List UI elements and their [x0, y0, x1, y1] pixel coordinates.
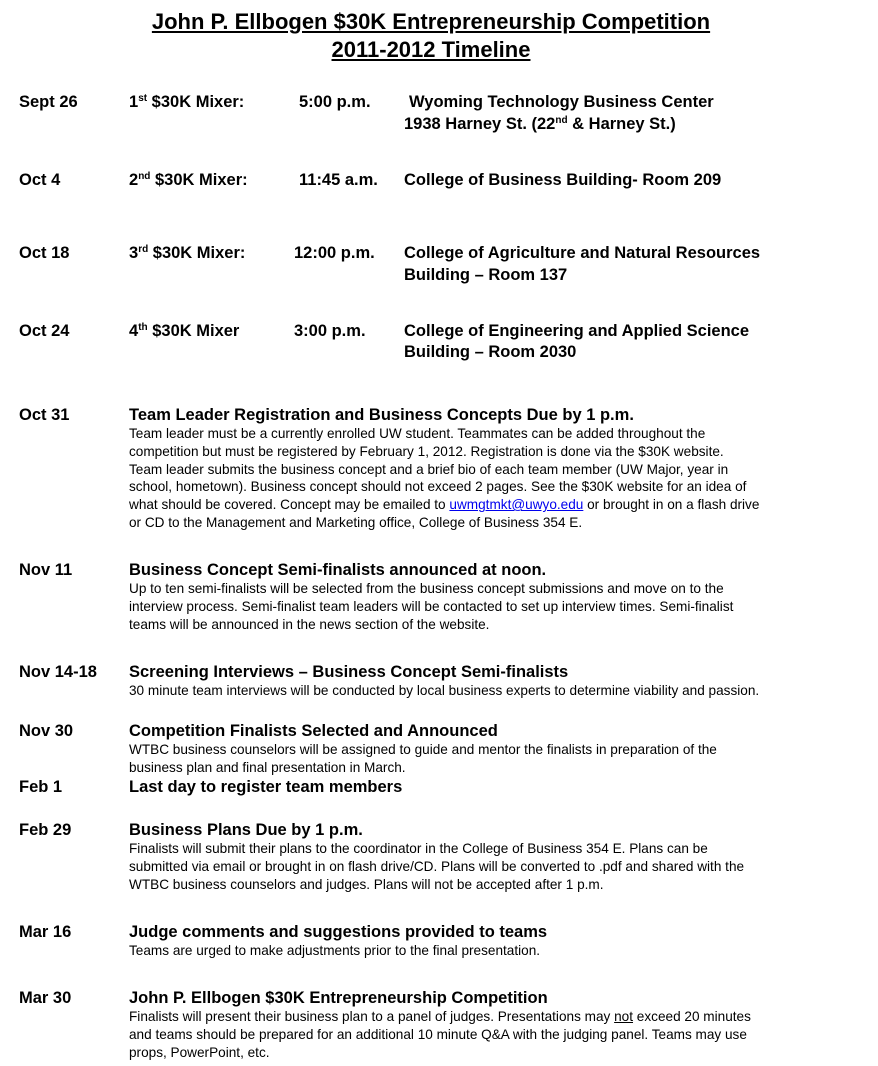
event-mar16-description: Teams are urged to make adjustments prior to the final presentation.	[129, 943, 541, 958]
event-nov14-heading: Screening Interviews – Business Concept Semi-finalists	[129, 663, 569, 681]
event-feb29-date: Feb 29	[19, 821, 72, 839]
mixer-3-date: Oct 18	[19, 244, 70, 262]
mixer-2-label: 2nd $30K Mixer:	[129, 171, 248, 189]
event-mar16-date: Mar 16	[19, 923, 72, 941]
document-subtitle: 2011-2012 Timeline	[331, 37, 531, 62]
mixer-1-label: 1st $30K Mixer:	[129, 93, 245, 111]
event-nov14-date: Nov 14-18	[19, 663, 97, 681]
mixer-4-location-room: Building – Room 2030	[404, 343, 577, 361]
document-title: John P. Ellbogen $30K Entrepreneurship Competition	[151, 9, 711, 34]
event-nov11-heading: Business Concept Semi-finalists announced at noon.	[129, 561, 547, 579]
mixer-2-date: Oct 4	[19, 171, 61, 189]
mixer-2-location: College of Business Building- Room 209	[404, 171, 722, 189]
mixer-3-label: 3rd $30K Mixer:	[129, 244, 246, 262]
event-oct31-heading: Team Leader Registration and Business Concepts Due by 1 p.m.	[129, 406, 634, 424]
mixer-1-time: 5:00 p.m.	[299, 93, 371, 111]
event-nov11-description: Up to ten semi-finalists will be selected from the business concept submissions and move on to the interview process. Semi-finalist team leaders will be contacted to set up interview times. Semi-finalist teams will be announced in the news section of the website.	[129, 581, 734, 632]
email-link[interactable]: uwmgtmkt@uwyo.edu	[449, 497, 584, 513]
event-mar16-heading: Judge comments and suggestions provided to teams	[129, 923, 548, 941]
event-nov30-description: WTBC business counselors will be assigned to guide and mentor the finalists in preparation of the business plan and final presentation in March.	[129, 742, 717, 775]
mixer-4-label: 4th $30K Mixer	[129, 322, 240, 340]
mixer-3-time: 12:00 p.m.	[294, 244, 375, 262]
event-nov14-description: 30 minute team interviews will be conducted by local business experts to determine viability and passion.	[129, 683, 760, 698]
event-mar30-description: Finalists will present their business plan to a panel of judges. Presentations may not exceed 20 minutes and teams should be prepared for an additional 10 minute Q&A with the judging panel. Teams may use props, PowerPoint, etc.	[129, 1009, 751, 1060]
mixer-4-location: College of Engineering and Applied Science	[404, 322, 750, 340]
event-feb29-heading: Business Plans Due by 1 p.m.	[129, 821, 363, 839]
event-oct31-description: Team leader must be a currently enrolled UW student. Teammates can be added throughout the competition but must be registered by February 1, 2012. Registration is done via the $30K website. Team leader submits the business concept and a brief bio of each team member (UW Major, year in school, hometown). Business concept should not exceed 2 pages. See the $30K website for an idea of what should be covered. Concept may be emailed to uwmgtmkt@uwyo.edu or brought in on a flash drive or CD to the Management and Marketing office, College of Business 354 E.	[129, 426, 760, 530]
event-nov30-date: Nov 30	[19, 722, 74, 740]
mixer-3-location-room: Building – Room 137	[404, 266, 568, 284]
event-nov30-heading: Competition Finalists Selected and Announced	[129, 722, 498, 740]
mixer-1-address: 1938 Harney St. (22nd & Harney St.)	[404, 115, 676, 133]
event-feb1-heading: Last day to register team members	[129, 778, 403, 796]
event-nov11-date: Nov 11	[19, 561, 73, 579]
mixer-4-date: Oct 24	[19, 322, 70, 340]
event-feb29-description: Finalists will submit their plans to the coordinator in the College of Business 354 E. Plans can be submitted via email or brought in on flash drive/CD. Plans will be converted to .pdf and shared with the WTBC business counselors and judges. Plans will not be accepted after 1 p.m.	[129, 841, 745, 892]
event-mar30-date: Mar 30	[19, 989, 72, 1007]
event-feb1-date: Feb 1	[19, 778, 63, 796]
event-oct31-date: Oct 31	[19, 406, 70, 424]
event-mar30-heading: John P. Ellbogen $30K Entrepreneurship Competition	[129, 989, 548, 1007]
mixer-1-location: Wyoming Technology Business Center	[409, 93, 714, 111]
mixer-3-location: College of Agriculture and Natural Resources	[404, 244, 761, 262]
mixer-4-time: 3:00 p.m.	[294, 322, 366, 340]
mixer-1-date: Sept 26	[19, 93, 78, 111]
mixer-2-time: 11:45 a.m.	[299, 171, 378, 189]
